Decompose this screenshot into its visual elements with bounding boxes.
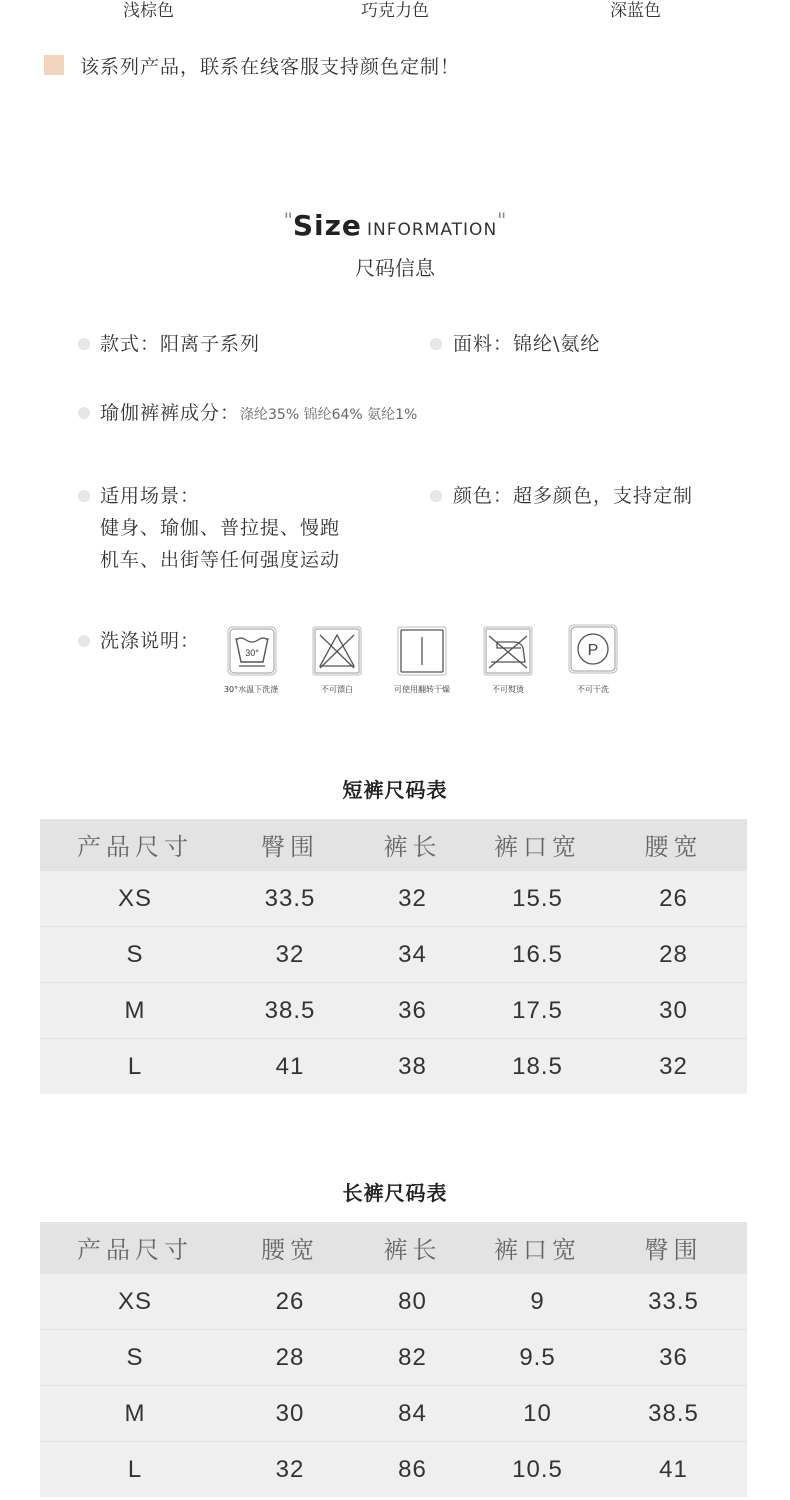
wash-temperature: 30°	[245, 648, 259, 658]
no-dry-clean-caption: 不可干洗	[577, 685, 609, 694]
column-header: 臀围	[230, 819, 350, 871]
size-information-subtitle: 尺码信息	[355, 256, 435, 280]
table-cell: 28	[230, 1330, 350, 1386]
table-cell: 26	[600, 871, 747, 927]
pants-size-table	[40, 1222, 747, 1497]
table-row	[40, 871, 747, 927]
table-cell: 30	[230, 1386, 350, 1442]
information-word: INFORMATION	[366, 220, 498, 240]
size-word: Size	[292, 209, 362, 242]
notice-swatch	[44, 55, 64, 75]
table-cell: 30	[600, 983, 747, 1039]
table-cell: 15.5	[475, 871, 600, 927]
column-header: 产品尺寸	[40, 819, 230, 871]
no-dry-clean-icon	[568, 624, 618, 674]
table-cell: S	[40, 1330, 230, 1386]
table-cell: 36	[600, 1330, 747, 1386]
color-label-navy: 深蓝色	[610, 1, 661, 21]
spec-color: 颜色：超多颜色，支持定制	[453, 485, 694, 507]
table-row	[40, 1386, 747, 1442]
wash-30-icon	[227, 626, 277, 676]
size-information-heading	[0, 208, 790, 242]
table-cell: 17.5	[475, 983, 600, 1039]
composition-label: 瑜伽裤裤成分：	[100, 402, 241, 424]
tumble-dry-caption: 可使用翻转干燥	[394, 685, 450, 694]
no-iron-icon	[483, 626, 533, 676]
close-quote: "	[497, 208, 507, 232]
no-iron-caption: 不可熨烫	[492, 685, 524, 694]
table-cell: 26	[230, 1274, 350, 1330]
column-header: 产品尺寸	[40, 1222, 230, 1274]
table-cell: 36	[350, 983, 475, 1039]
table-cell: XS	[40, 1274, 230, 1330]
color-label-chocolate: 巧克力色	[361, 1, 429, 21]
table-cell: 38	[350, 1039, 475, 1095]
notice-text: 该系列产品，联系在线客服支持颜色定制！	[80, 55, 461, 78]
table-row	[40, 1442, 747, 1498]
table-cell: M	[40, 1386, 230, 1442]
customization-notice	[44, 52, 460, 78]
table-cell: 41	[600, 1442, 747, 1498]
scene-label: 适用场景：	[100, 485, 201, 507]
table-cell: 38.5	[600, 1386, 747, 1442]
shorts-size-table	[40, 819, 747, 1094]
bullet-dot	[78, 338, 90, 350]
table-cell: 80	[350, 1274, 475, 1330]
column-header: 裤长	[350, 819, 475, 871]
bullet-dot	[78, 407, 90, 419]
table-cell: L	[40, 1442, 230, 1498]
open-quote: "	[283, 208, 293, 232]
table-cell: 9	[475, 1274, 600, 1330]
no-bleach-icon	[312, 626, 362, 676]
table-row	[40, 983, 747, 1039]
no-bleach-caption: 不可漂白	[321, 685, 353, 694]
table-cell: L	[40, 1039, 230, 1095]
pants-table-title: 长裤尺码表	[342, 1181, 448, 1205]
table-cell: 84	[350, 1386, 475, 1442]
table-cell: M	[40, 983, 230, 1039]
column-header: 腰宽	[230, 1222, 350, 1274]
column-header: 裤长	[350, 1222, 475, 1274]
table-header-row	[40, 1222, 747, 1274]
bullet-dot	[430, 338, 442, 350]
spec-composition	[100, 397, 417, 431]
table-cell: 16.5	[475, 927, 600, 983]
table-header-row	[40, 819, 747, 871]
table-cell: XS	[40, 871, 230, 927]
table-cell: 32	[230, 927, 350, 983]
table-cell: 33.5	[600, 1274, 747, 1330]
table-cell: 33.5	[230, 871, 350, 927]
table-cell: 32	[600, 1039, 747, 1095]
scene-line-1: 健身、瑜伽、普拉提、慢跑	[100, 517, 341, 539]
table-cell: 38.5	[230, 983, 350, 1039]
table-cell: 18.5	[475, 1039, 600, 1095]
table-cell: 82	[350, 1330, 475, 1386]
column-header: 腰宽	[600, 819, 747, 871]
table-cell: 28	[600, 927, 747, 983]
table-cell: S	[40, 927, 230, 983]
table-cell: 10	[475, 1386, 600, 1442]
table-cell: 34	[350, 927, 475, 983]
table-cell: 9.5	[475, 1330, 600, 1386]
table-cell: 41	[230, 1039, 350, 1095]
table-row	[40, 927, 747, 983]
bullet-dot	[78, 490, 90, 502]
bullet-dot	[430, 490, 442, 502]
column-header: 裤口宽	[475, 819, 600, 871]
spec-scene	[100, 480, 340, 576]
table-cell: 86	[350, 1442, 475, 1498]
column-header: 裤口宽	[475, 1222, 600, 1274]
wash-30-caption: 30°水温下洗涤	[223, 685, 279, 694]
table-row	[40, 1330, 747, 1386]
column-header: 臀围	[600, 1222, 747, 1274]
table-cell: 32	[230, 1442, 350, 1498]
tumble-dry-icon	[397, 626, 447, 676]
table-row	[40, 1039, 747, 1095]
table-cell: 10.5	[475, 1442, 600, 1498]
spec-style: 款式：阳离子系列	[100, 333, 261, 355]
bullet-dot	[78, 635, 90, 647]
shorts-table-title: 短裤尺码表	[342, 778, 448, 802]
color-label-light-brown: 浅棕色	[123, 1, 174, 21]
scene-line-2: 机车、出街等任何强度运动	[100, 549, 341, 571]
spec-fabric: 面料：锦纶\氨纶	[453, 333, 601, 355]
table-cell: 32	[350, 871, 475, 927]
spec-wash-label: 洗涤说明：	[100, 630, 201, 652]
dry-clean-letter: P	[587, 642, 599, 659]
table-row	[40, 1274, 747, 1330]
composition-value: 涤纶35% 锦纶64% 氨纶1%	[240, 407, 418, 423]
